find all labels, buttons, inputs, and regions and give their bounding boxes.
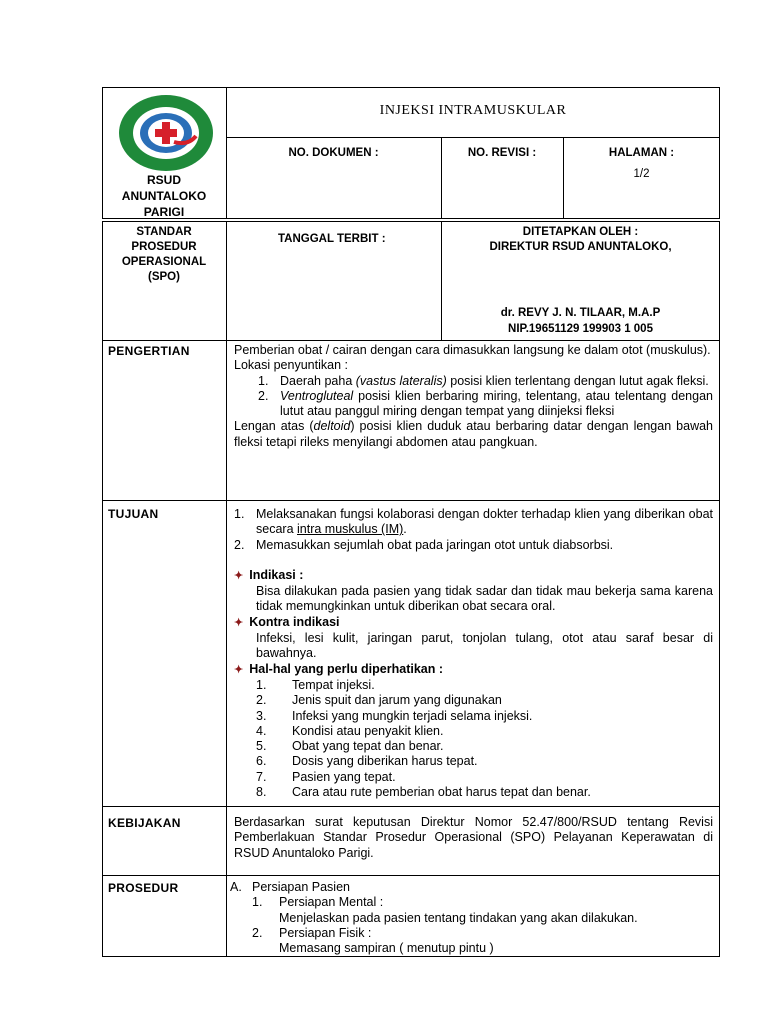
- divider: [102, 875, 720, 876]
- list-item-text: Kondisi atau penyakit klien.: [292, 723, 444, 738]
- hospital-name-line: ANUNTALOKO: [121, 189, 207, 203]
- prosedur-section: [230, 880, 713, 895]
- document-title: INJEKSI INTRAMUSKULAR: [379, 103, 567, 118]
- lokasi-label: Lokasi penyuntikan :: [234, 358, 348, 373]
- list-item-text: Tempat injeksi.: [292, 677, 375, 692]
- item-number: 1.: [258, 373, 269, 388]
- kontra-heading: [234, 615, 713, 631]
- halaman-value: 1/2: [633, 168, 650, 180]
- item-number: 2.: [256, 693, 267, 708]
- spo-label: [103, 225, 225, 285]
- item-text: Memasang sampiran ( menutup pintu ): [279, 941, 494, 956]
- item-number: 2.: [258, 388, 269, 403]
- tujuan-item: [234, 507, 713, 538]
- list-item: [256, 678, 713, 693]
- kontra-text: Infeksi, lesi kulit, jaringan parut, tonjolan tulang, otot atau saraf besar di bawahnya.: [256, 631, 713, 661]
- signatory-nip: NIP.19651129 199903 1 005: [508, 323, 653, 335]
- list-item-text: Cara atau rute pemberian obat harus tepat dan benar.: [292, 785, 591, 800]
- text: Hal-hal yang perlu diperhatikan :: [249, 661, 444, 676]
- text-underlined: intra muskulus (IM): [297, 522, 404, 537]
- item-number: 1.: [256, 677, 267, 692]
- bullet-icon: ✦: [234, 569, 244, 582]
- list-item: [256, 724, 713, 739]
- text-italic: deltoid: [313, 419, 351, 434]
- item-number: 8.: [256, 785, 267, 800]
- direktur-label: DIREKTUR RSUD ANUNTALOKO,: [489, 241, 672, 253]
- section-letter: A.: [230, 880, 242, 894]
- divider: [102, 500, 720, 501]
- lokasi-item-text: [280, 374, 709, 389]
- text: .: [403, 522, 407, 537]
- bullet-icon: ✦: [234, 616, 244, 629]
- list-item: [256, 709, 713, 724]
- kebijakan-text: Berdasarkan surat keputusan Direktur Nomor 52.47/800/RSUD tentang Revisi Pemberlakuan Standar Prosedur Operasional (SPO) Pelayanan Keperawatan di RSUD Anuntaloko Parigi.: [234, 815, 713, 860]
- signatory-name: dr. REVY J. N. TILAAR, M.A.P: [500, 307, 661, 319]
- list-item-text: Pasien yang tepat.: [292, 769, 396, 784]
- item-number: 1.: [252, 895, 263, 910]
- section-title: Persiapan Pasien: [252, 880, 350, 894]
- kebijakan-label: KEBIJAKAN: [108, 816, 181, 830]
- item-number: 1.: [234, 507, 245, 521]
- lengan-atas-text: [234, 419, 713, 450]
- tujuan-item-text: [256, 507, 713, 538]
- list-item: [256, 754, 713, 769]
- text: Melaksanakan fungsi kolaborasi dengan dokter terhadap klien yang diberikan obat secara: [256, 507, 713, 537]
- spo-label-line: PROSEDUR: [131, 241, 197, 253]
- item-title: Persiapan Fisik :: [279, 925, 372, 940]
- item-text: Menjelaskan pada pasien tentang tindakan yang akan dilakukan.: [279, 910, 638, 925]
- tanggal-terbit-label: TANGGAL TERBIT :: [278, 233, 386, 245]
- text-italic: Ventrogluteal: [280, 388, 354, 403]
- list-item: [256, 785, 713, 800]
- item-number: 3.: [256, 708, 267, 723]
- prosedur-content: [230, 880, 713, 956]
- list-item: [256, 739, 713, 754]
- text: posisi klien berbaring miring, telentang, atau telentang dengan lutut atau panggul miring dengan tempat yang diinjeksi fleksi: [280, 388, 713, 419]
- text: posisi klien terlentang dengan lutut agak fleksi.: [446, 373, 709, 388]
- item-number: 6.: [256, 754, 267, 769]
- text: Indikasi :: [249, 567, 304, 582]
- no-dokumen-label: NO. DOKUMEN :: [288, 147, 379, 159]
- list-item-text: Infeksi yang mungkin terjadi selama injeksi.: [292, 708, 533, 723]
- item-number: 2.: [252, 925, 263, 940]
- prosedur-item: [230, 895, 713, 910]
- bullet-icon: ✦: [234, 663, 244, 676]
- divider: [226, 340, 227, 957]
- list-item-text: Jenis spuit dan jarum yang digunakan: [292, 693, 502, 708]
- lokasi-item: [234, 374, 713, 389]
- list-item-text: Obat yang tepat dan benar.: [292, 739, 444, 754]
- text: Daerah paha: [280, 373, 356, 388]
- divider: [226, 221, 227, 341]
- text: ) posisi klien duduk atau berbaring datar dengan lengan bawah fleksi tetapi rileks menyilangi abdomen atau pangkuan.: [234, 419, 713, 449]
- tujuan-item-text: Memasukkan sejumlah obat pada jaringan otot untuk diabsorbsi.: [256, 537, 614, 552]
- spo-label-line: (SPO): [148, 271, 180, 283]
- text: Kontra indikasi: [249, 614, 340, 629]
- item-number: 4.: [256, 723, 267, 738]
- spo-label-line: OPERASIONAL: [121, 256, 207, 268]
- item-number: 7.: [256, 769, 267, 784]
- no-revisi-label: NO. REVISI :: [467, 147, 537, 159]
- item-number: 2.: [234, 537, 245, 552]
- hospital-name-line: PARIGI: [143, 205, 185, 219]
- pengertian-content: [234, 343, 713, 450]
- divider: [102, 806, 720, 807]
- prosedur-item: [230, 926, 713, 941]
- prosedur-label: PROSEDUR: [108, 881, 179, 895]
- pengertian-label: PENGERTIAN: [108, 344, 190, 358]
- hospital-name-line: RSUD: [146, 173, 181, 187]
- hospital-name: [103, 172, 225, 220]
- list-item: [256, 770, 713, 785]
- hal-list: [234, 678, 713, 800]
- text: Lengan atas (: [234, 419, 314, 434]
- indikasi-text: Bisa dilakukan pada pasien yang tidak sadar dan tidak mau bekerja sama karena tidak memungkinkan untuk diberikan obat secara oral.: [256, 584, 713, 614]
- hal-heading: [234, 662, 713, 678]
- halaman-label: HALAMAN :: [608, 147, 675, 159]
- tujuan-label: TUJUAN: [108, 507, 159, 521]
- signatory: [441, 305, 720, 337]
- tujuan-item: [234, 538, 713, 553]
- item-number: 5.: [256, 739, 267, 754]
- ditetapkan-label: DITETAPKAN OLEH :: [522, 226, 639, 238]
- lokasi-item-text: [280, 389, 713, 420]
- list-item: [256, 693, 713, 708]
- divider: [226, 137, 720, 138]
- ditetapkan-oleh: [441, 225, 720, 255]
- tujuan-content: [234, 507, 713, 800]
- text-italic: (vastus lateralis): [355, 373, 447, 388]
- lokasi-item: [234, 389, 713, 420]
- item-title: Persiapan Mental :: [279, 895, 384, 910]
- indikasi-heading: [234, 568, 713, 584]
- hospital-logo: [116, 92, 216, 174]
- spo-label-line: STANDAR: [136, 226, 192, 238]
- pengertian-intro: Pemberian obat / cairan dengan cara dimasukkan langsung ke dalam otot (muskulus).: [234, 343, 711, 357]
- list-item-text: Dosis yang diberikan harus tepat.: [292, 754, 478, 769]
